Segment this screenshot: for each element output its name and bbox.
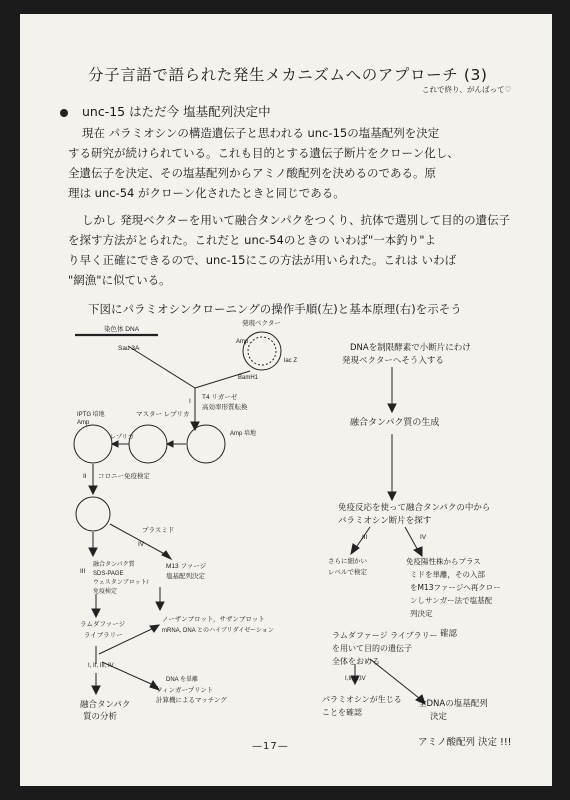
para1-line3: 全遺伝子を決定、その塩基配列からアミノ酸配列を決めるのである。原	[68, 166, 436, 180]
flow-box7-line2: ことを確認	[322, 708, 362, 717]
para2-line4: "網漁"に似ている。	[68, 273, 171, 287]
para2-line3: り早く正確にできるので、unc-15にこの方法が用いられた。これは いわば	[68, 253, 457, 267]
colony-amp	[187, 425, 225, 463]
chromosome-dna-label: 染色体 DNA	[104, 326, 140, 333]
flow-box3-line2: パラミオシン断片を探す	[338, 516, 432, 526]
flow-box8-line2: 決定	[430, 712, 448, 722]
flow-box9: アミノ酸配列 決定 !!!	[418, 737, 512, 748]
para1-line2: する研究が続けられている。これも目的とする遺伝子断片をクローン化し、	[68, 146, 459, 160]
page-number: —17—	[252, 741, 289, 752]
paper-sheet	[20, 14, 552, 786]
lacz-label: lac Z	[284, 358, 298, 364]
plasmid-label: プラスミド	[142, 527, 175, 534]
flow-label-3: III	[362, 534, 368, 541]
flow-box1-line2: 発現ベクターへそう入する	[342, 356, 444, 366]
flow-box2: 融合タンパク質の生成	[350, 418, 440, 428]
para1-line4: 理は unc-54 がクローン化されたときと同じである。	[68, 186, 345, 200]
section-heading: unc-15 はただ今 塩基配列決定中	[82, 104, 271, 119]
blots-line1: ノーザンブロット，サザンブロット	[162, 616, 265, 623]
para1-line1: 現在 パラミオシンの構造遺伝子と思われる unc-15の塩基配列を決定	[82, 126, 440, 140]
step-3-label: III	[80, 568, 86, 575]
step-1-label: I	[189, 398, 191, 405]
dna-map-line3: 計算機によるマッチング	[156, 697, 227, 704]
side-note: これで終り、がんばって♡	[422, 85, 512, 94]
fusion-protein-line2: SDS-PAGE	[93, 571, 124, 577]
fusion-analysis-line1: 融合タンパク	[80, 700, 131, 710]
sau3a-label: Sau 3A	[118, 345, 140, 352]
steps-list-label: I, II, III, IV	[88, 663, 114, 669]
flow-box5-line3: をM13ファージへ再クロー	[410, 583, 501, 592]
flow-box4-line2: レベルで検定	[328, 568, 367, 576]
m13-phage-line1: M13 ファージ	[166, 563, 207, 570]
bamh1-label: BamH1	[238, 375, 259, 381]
m13-phage-line2: 塩基配列決定	[166, 573, 205, 580]
fusion-protein-line4: 免疫検定	[93, 589, 118, 595]
step-4-label: IV	[138, 541, 145, 548]
master-replica-label: マスター レプリカ	[136, 411, 190, 418]
flow-box6-line2: を用いて目的の遺伝子	[332, 644, 412, 653]
para2-line1: しかし 発現ベクターを用いて融合タンパクをつくり、抗体で選別して目的の遺伝子	[82, 213, 511, 227]
fusion-protein-line3: ウェスタンブロット/	[93, 580, 149, 586]
colony-detection-label: コロニー免疫検定	[98, 473, 150, 480]
flow-box1-line1: DNAを制限酵素で小断片にわけ	[350, 343, 471, 353]
flow-box8-line1: 全DNAの塩基配列	[418, 699, 488, 709]
colony-master	[129, 425, 167, 463]
bullet-dot	[61, 110, 68, 117]
amp-small-label: Amp	[77, 420, 90, 426]
lambda-library-line2: ライブラリー	[84, 632, 123, 639]
iptg-medium-label: IPTG 培地	[77, 412, 105, 418]
flow-box3-line1: 免疫反応を使って融合タンパクの中から	[338, 503, 491, 513]
flow-label-4: IV	[420, 534, 427, 541]
replica-label: レプリカ	[110, 435, 134, 441]
lambda-library-line1: ラムダファージ	[80, 621, 126, 628]
para2-line2: を探す方法がとられた。これだと unc-54のときの いわば"一本釣り"よ	[68, 233, 437, 247]
blots-line2: mRNA, DNA とのハイブリダイゼーション	[162, 628, 274, 634]
flow-box7-line1: パラミオシンが生じる	[322, 695, 402, 704]
expression-vector-label: 発現ベクター	[242, 320, 281, 327]
flow-box6-line3: 全体をおめる	[332, 657, 380, 666]
page-title: 分子言語で語られた発生メカニズムへのアプローチ (3)	[88, 66, 488, 84]
flow-labels-123: I,II,III,IV	[345, 676, 366, 682]
fusion-protein-line1: 融合タンパク質	[93, 562, 135, 568]
dna-map-line1: DNA を単離	[166, 677, 199, 683]
colony-iptg	[74, 425, 112, 463]
flow-box6-line1: ラムダファージ ライブラリー	[332, 631, 438, 640]
vector-circle	[243, 332, 281, 370]
flow-box5-line2: ミドを単離，その入部	[410, 570, 485, 579]
flow-box4-line1: さらに細かい	[328, 557, 367, 565]
transformation-label: 高効率形質転換	[202, 404, 248, 411]
single-colony	[76, 497, 110, 531]
flow-box5-line1: 免疫陽性株からプラス	[406, 557, 481, 566]
amp-label: Amp	[236, 339, 249, 345]
t4-ligase-label: T4 リガーゼ	[202, 394, 238, 401]
flow-box5-line5: 列決定	[410, 609, 433, 618]
fusion-analysis-line2: 質の分析	[83, 712, 118, 722]
amp-medium-label: Amp 培地	[230, 431, 257, 437]
para3: 下図にパラミオシンクローニングの操作手順(左)と基本原理(右)を示そう	[88, 302, 462, 316]
flow-box5-line4: ンしサンガー法で塩基配	[410, 596, 493, 605]
flow-confirm: 確認	[440, 629, 458, 639]
dna-map-line2: フィンガープリント	[156, 687, 214, 694]
step-2-label: II	[83, 473, 87, 480]
